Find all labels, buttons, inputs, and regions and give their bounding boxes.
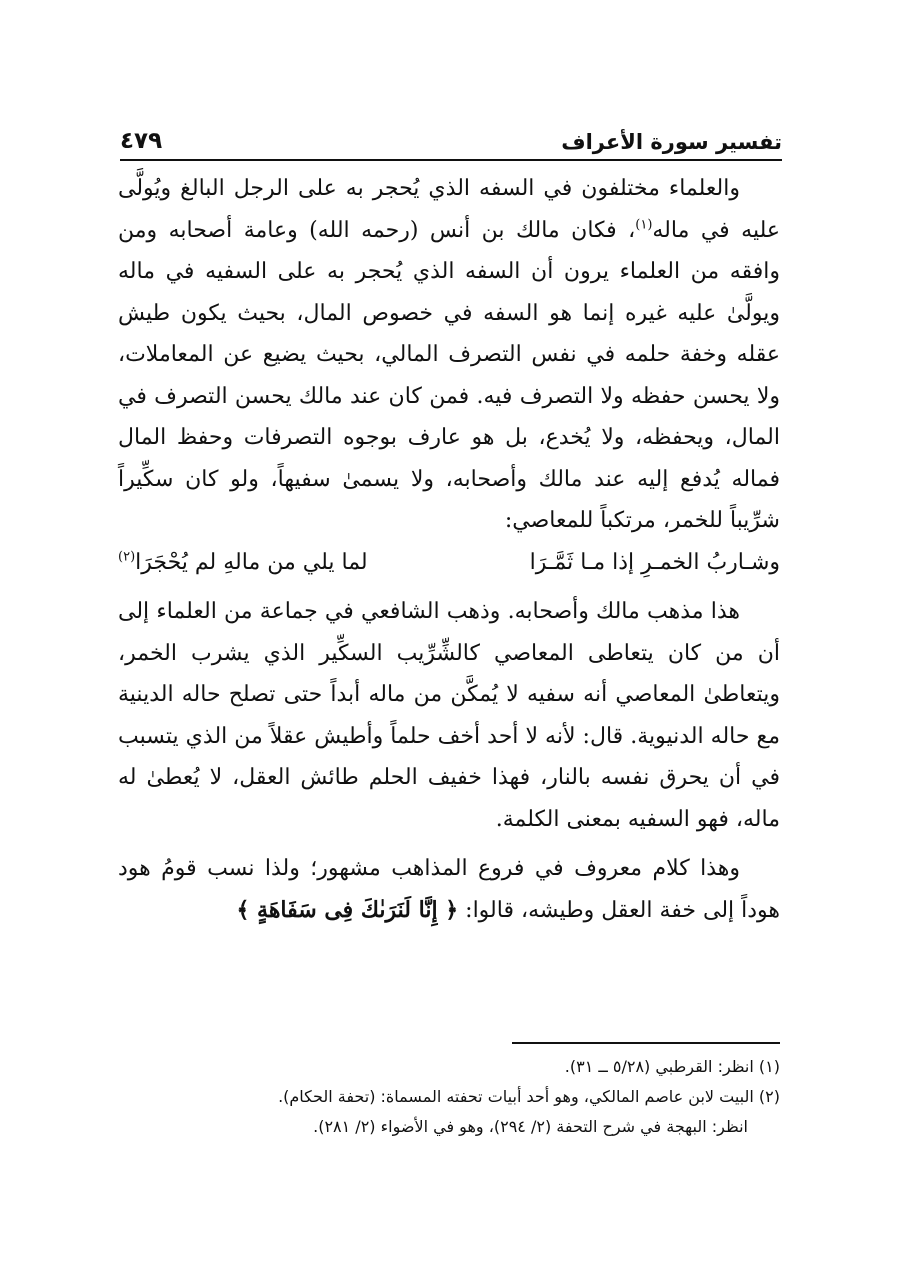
footnote-ref-1: (١) [635,217,653,233]
running-title: تفسير سورة الأعراف [561,130,782,154]
spacer [118,583,780,591]
footnote-1: (١) انظر: القرطبي (٥/٢٨ ــ ٣١). [564,1057,780,1076]
quran-quote: ﴿ إِنَّا لَنَرَىٰكَ فِى سَفَاهَةٍ ﴾ [236,896,459,923]
poem-verse [118,542,780,584]
page-header [120,112,782,154]
verse-second-hemistich: لما يلي من مالهِ لم يُحْجَرَا [135,549,368,575]
footnote-separator [512,1042,780,1044]
spacer [118,840,780,848]
footnote-2-continuation: انظر: البهجة في شرح التحفة (٢/ ٢٩٤)، وهو في الأضواء (٢/ ٢٨١). [313,1117,748,1136]
paragraph-1-rest: ، فكان مالك بن أنس (رحمه الله) وعامة أصحابه ومن وافقه من العلماء يرون أن السفه الذي يُحجر به على السفيه في ماله ويولَّىٰ عليه غيره إنما هو السفه في خصوص المال، بحيث يكون طيش عقله وخفة حلمه في نفس التصرف المالي، بحيث يضيع عن المعاملات، ولا يحسن حفظه ولا التصرف فيه. فمن كان عند مالك يحسن التصرف في المال، ويحفظه، ولا يُخدع، بل هو عارف بوجوه التصرفات وحفظ المال فماله يُدفع إليه عند مالك وأصحابه، ولا يسمىٰ سفيهاً، ولو كان سكِّيراً شرِّيباً للخمر، مرتكباً للمعاصي: [118,217,780,533]
verse-first-hemistich: وشـاربُ الخمـرِ إذا مـا ثَمَّـرَا [529,549,780,575]
paragraph-3 [118,848,780,931]
paragraph-1-start: والعلماء مختلفون في السفه الذي يُحجر به على الرجل البالغ ويُولَّى عليه في ماله [118,176,780,243]
verse-second-hemistich-wrap [118,542,368,584]
footnotes [118,1052,780,1142]
footnote-ref-2: (٢) [118,549,136,565]
main-text [118,168,780,931]
paragraph-1 [118,168,780,542]
header-rule [120,159,782,161]
paragraph-2: هذا مذهب مالك وأصحابه. وذهب الشافعي في جماعة من العلماء إلى أن من كان يتعاطى المعاصي كالشِّرِّيب السكِّير الذي يشرب الخمر، ويتعاطىٰ المعاصي أنه سفيه لا يُمكَّن من ماله أبداً حتى تصلح حاله الدينية مع حاله الدنيوية. قال: لأنه لا أحد أخف حلماً وأطيش عقلاً من الذي يتسبب في أن يحرق نفسه بالنار، فهذا خفيف الحلم طائش العقل، لا يُعطىٰ له ماله، فهو السفيه بمعنى الكلمة. [118,599,780,832]
footnote-2: (٢) البيت لابن عاصم المالكي، وهو أحد أبيات تحفته المسماة: (تحفة الحكام). [278,1087,780,1106]
paragraph-3-text: وهذا كلام معروف في فروع المذاهب مشهور؛ ولذا نسب قومُ هود هوداً إلى خفة العقل وطيشه، قالوا: [118,856,780,923]
page-number: ٤٧٩ [120,128,163,154]
